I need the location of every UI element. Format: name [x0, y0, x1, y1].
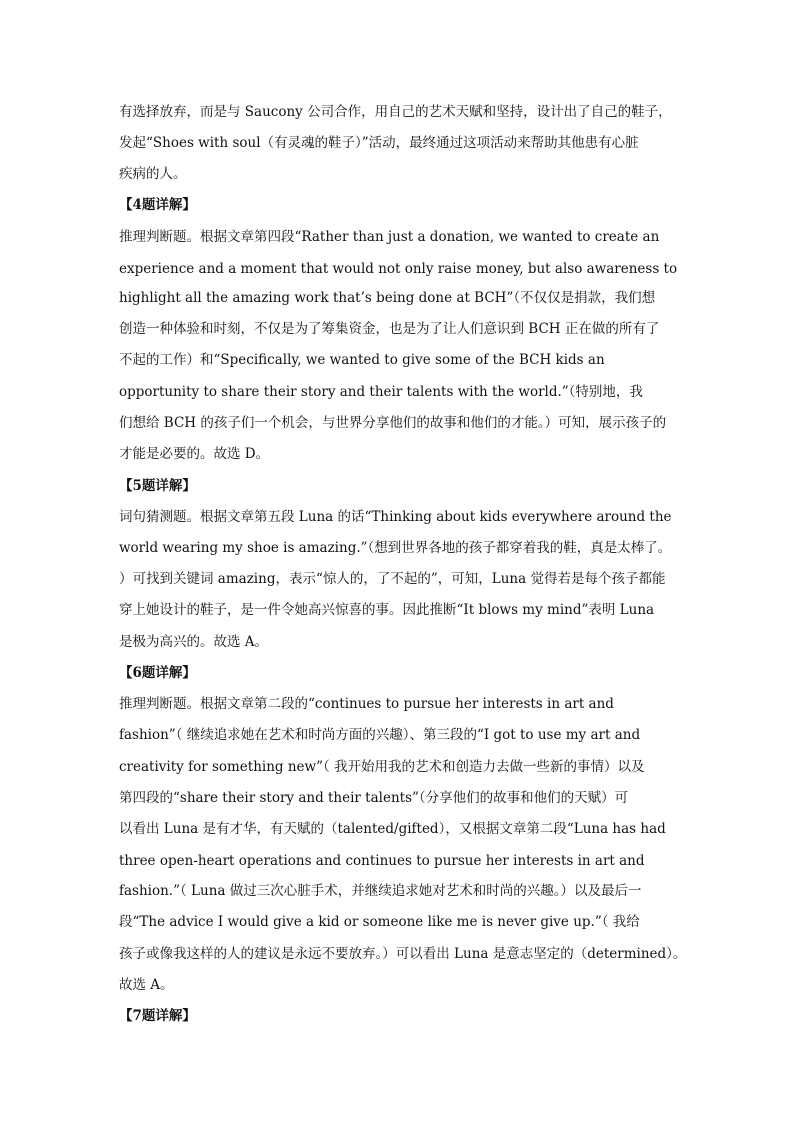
text-line: 第四段的“share their story and their talents”（分享他们的故事和他们的天赋）可 [119, 790, 629, 806]
text-line: opportunity to share their story and their talents with the world.”（特别地，我 [119, 384, 643, 400]
text-line: 们想给 BCH 的孩子们一个机会，与世界分享他们的故事和他们的才能。）可知，展示孩子的 [119, 415, 667, 431]
text-line: 不起的工作）和“Specifically, we wanted to give some of the BCH kids an [119, 352, 605, 368]
text-line: 故选 A。 [119, 977, 174, 993]
text-line: 有选择放弃，而是与 Saucony 公司合作，用自己的艺术天赋和坚持，设计出了自己的鞋子， [119, 104, 672, 120]
section-heading: 【4题详解】 [119, 197, 196, 213]
text-line: fashion.”（ Luna 做过三次心脏手术，并继续追求她对艺术和时尚的兴趣。）以及最后一 [119, 883, 642, 899]
text-line: 是极为高兴的。故选 A。 [119, 634, 269, 650]
text-line: ）可找到关键词 amazing，表示“惊人的，了不起的”，可知，Luna 觉得若是每个孩子都能 [119, 571, 666, 587]
text-line: fashion”（ 继续追求她在艺术和时尚方面的兴趣）、第三段的“I got to use my art and [119, 727, 641, 743]
text-line: experience and a moment that would not only raise money, but also awareness to [119, 261, 678, 277]
text-line: 才能是必要的。故选 D。 [119, 446, 270, 462]
text-line: creativity for something new”（ 我开始用我的艺术和创造力去做一些新的事情）以及 [119, 759, 645, 775]
text-line: 创造一种体验和时刻，不仅是为了筹集资金，也是为了让人们意识到 BCH 正在做的所有了 [119, 321, 660, 337]
text-line: 以看出 Luna 是有才华，有天赋的（talented/gifted），又根据文章第二段“Luna has had [119, 821, 666, 837]
text-line: 段“The advice I would give a kid or someone like me is never give up.”（ 我给 [119, 914, 640, 930]
text-line: 推理判断题。根据文章第四段“Rather than just a donation, we wanted to create an [119, 229, 660, 245]
text-line: highlight all the amazing work that’s being done at BCH”（不仅仅是捐款，我们想 [119, 290, 656, 306]
text-line: 发起“Shoes with soul（有灵魂的鞋子）”活动，最终通过这项活动来帮助其他患有心脏 [119, 135, 639, 151]
section-heading: 【7题详解】 [119, 1008, 196, 1024]
section-heading: 【5题详解】 [119, 478, 196, 494]
text-line: 疾病的人。 [119, 166, 187, 182]
text-line: world wearing my shoe is amazing.”（想到世界各地的孩子都穿着我的鞋，真是太棒了。 [119, 540, 672, 556]
text-line: 穿上她设计的鞋子，是一件令她高兴惊喜的事。因此推断“It blows my mind”表明 Luna [119, 602, 655, 618]
section-heading: 【6题详解】 [119, 665, 196, 681]
text-line: 推理判断题。根据文章第二段的“continues to pursue her interests in art and [119, 696, 614, 712]
text-line: three open-heart operations and continues to pursue her interests in art and [119, 853, 645, 869]
text-line: 孩子或像我这样的人的建议是永远不要放弃。）可以看出 Luna 是意志坚定的（determined）。 [119, 946, 687, 962]
text-line: 词句猜测题。根据文章第五段 Luna 的话“Thinking about kids everywhere around the [119, 509, 672, 525]
